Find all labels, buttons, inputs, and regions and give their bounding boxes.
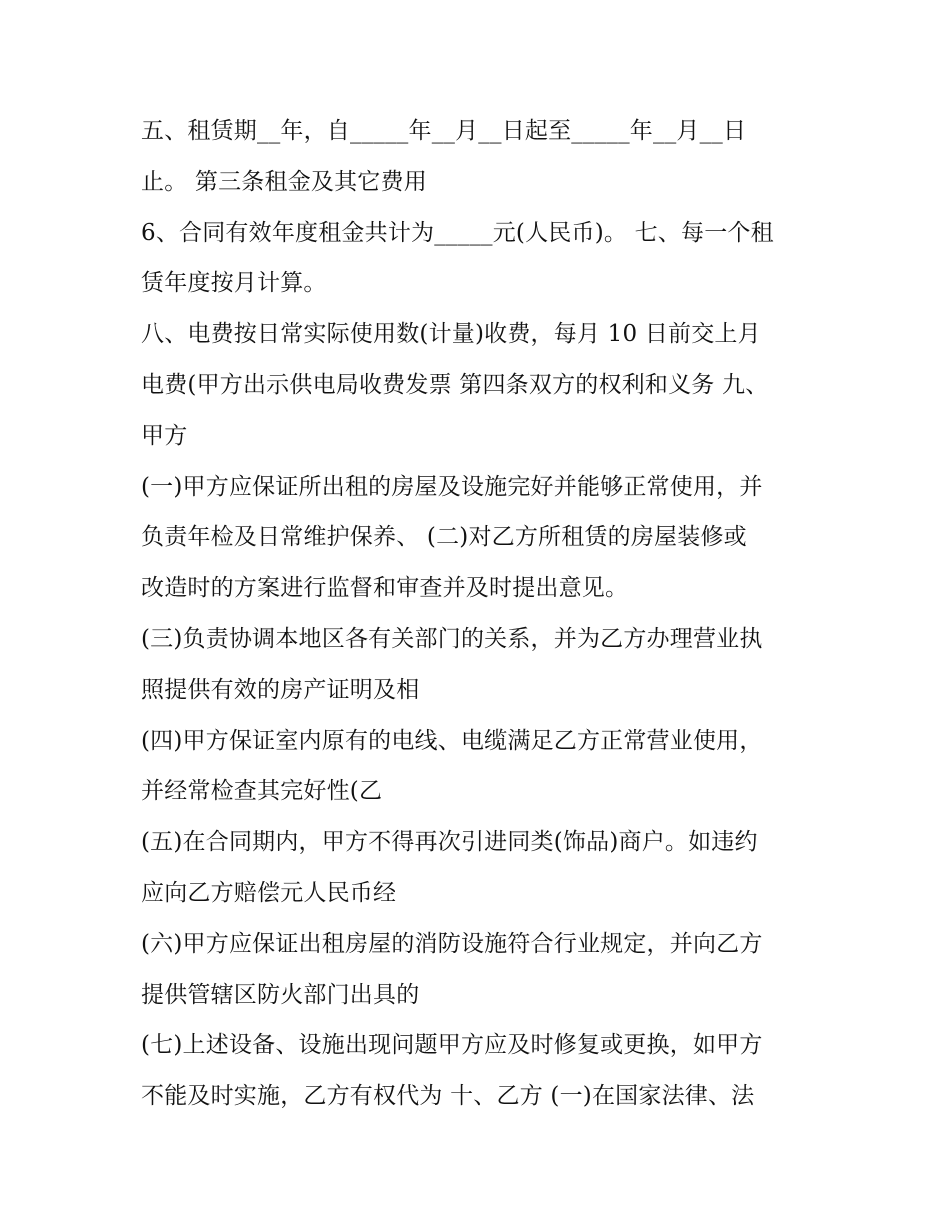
text-line: 6、合同有效年度租金共计为_____元(人民币)。 七、每一个租 — [141, 219, 774, 246]
text-line: 应向乙方赔偿元人民币经 — [141, 879, 397, 906]
text-line: (六)甲方应保证出租房屋的消防设施符合行业规定，并向乙方 — [141, 930, 763, 957]
text-line: (七)上述设备、设施出现问题甲方应及时修复或更换，如甲方 — [141, 1032, 763, 1059]
text-line: 甲方 — [141, 422, 188, 449]
text-line: 改造时的方案进行监督和审查并及时提出意见。 — [141, 575, 629, 602]
text-line: 八、电费按日常实际使用数(计量)收费，每月 10 日前交上月 — [141, 321, 761, 348]
text-line: (三)负责协调本地区各有关部门的关系，并为乙方办理营业执 — [141, 625, 763, 652]
text-line: 提供管辖区防火部门出具的 — [141, 981, 420, 1008]
text-line: 电费(甲方出示供电局收费发票 第四条双方的权利和义务 九、 — [141, 371, 769, 398]
text-line: 负责年检及日常维护保养、 (二)对乙方所租赁的房屋装修或 — [141, 524, 747, 551]
text-line: 赁年度按月计算。 — [141, 270, 327, 297]
text-line: 止。 第三条租金及其它费用 — [141, 168, 427, 195]
text-line: 照提供有效的房产证明及相 — [141, 676, 420, 703]
text-line: (五)在合同期内，甲方不得再次引进同类(饰品)商户。如违约 — [141, 829, 758, 856]
text-line: (一)甲方应保证所出租的房屋及设施完好并能够正常使用，并 — [141, 473, 763, 500]
document-body — [141, 106, 821, 1122]
text-line: (四)甲方保证室内原有的电线、电缆满足乙方正常营业使用， — [141, 727, 763, 754]
text-line: 不能及时实施，乙方有权代为 十、乙方 (一)在国家法律、法 — [141, 1083, 755, 1110]
text-line: 并经常检查其完好性(乙 — [141, 778, 383, 805]
text-line: 五、租赁期__年，自_____年__月__日起至_____年__月__日 — [141, 118, 747, 144]
